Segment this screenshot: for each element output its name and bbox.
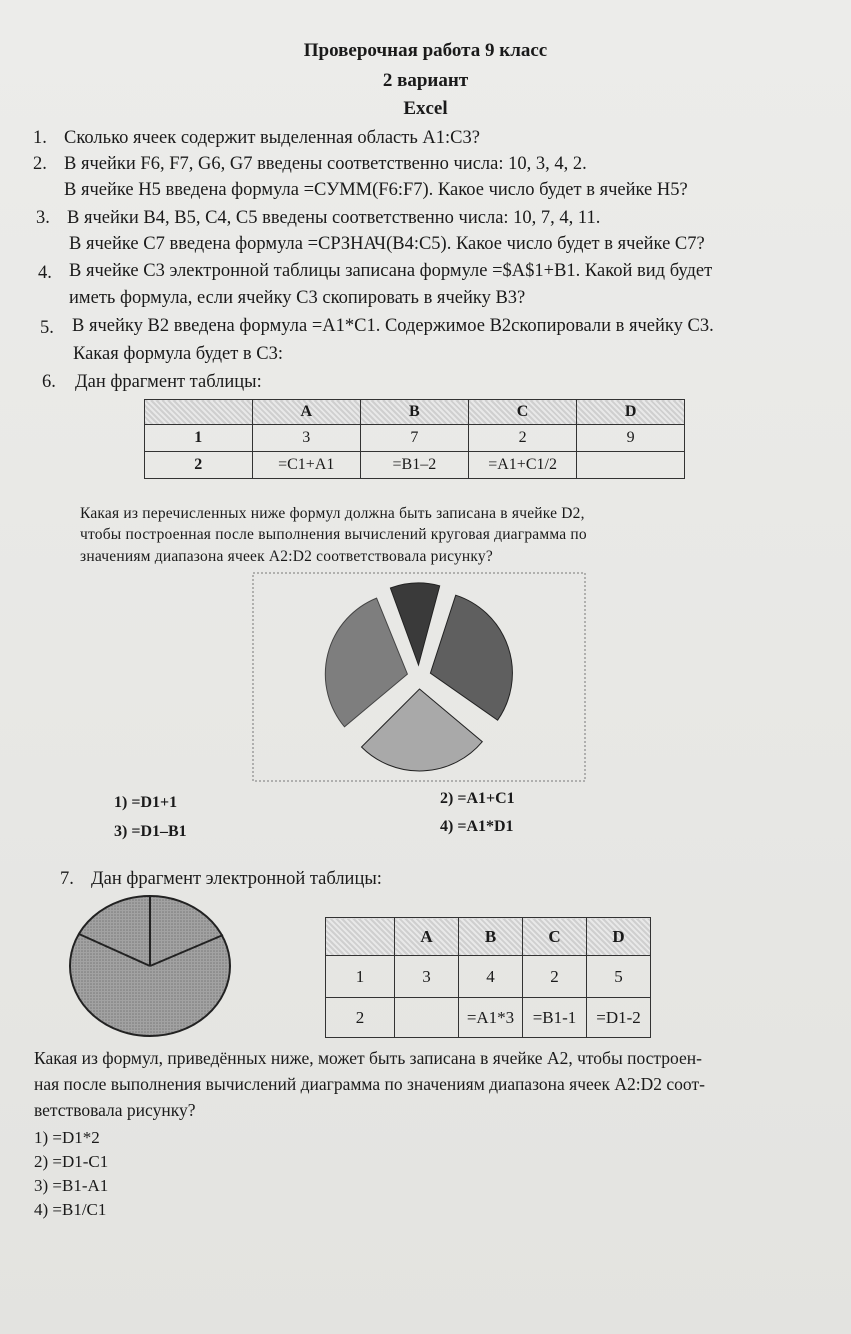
q6-spreadsheet-table bbox=[144, 399, 685, 479]
q7-col-header-b: B bbox=[459, 918, 523, 956]
q6-option-3: 3) =D1–B1 bbox=[114, 823, 187, 840]
q7-cell-b1: 4 bbox=[459, 956, 523, 998]
q6-row-header-2: 2 bbox=[145, 452, 253, 479]
question-6-number: 6. bbox=[42, 372, 56, 392]
question-5-line-2: Какая формула будет в C3: bbox=[73, 344, 283, 364]
q6-col-header-a: A bbox=[252, 400, 360, 425]
q7-cell-c1: 2 bbox=[523, 956, 587, 998]
q6-corner-cell bbox=[145, 400, 253, 425]
question-7-title: Дан фрагмент электронной таблицы: bbox=[91, 869, 382, 889]
q6-cell-b2: =B1–2 bbox=[360, 452, 468, 479]
q6-text-line-3: значениям диапазона ячеек A2:D2 соответствовала рисунку? bbox=[80, 548, 493, 565]
subject-label: Excel bbox=[403, 98, 448, 119]
q6-cell-b1: 7 bbox=[360, 425, 468, 452]
variant-label: 2 вариант bbox=[382, 70, 469, 91]
q7-cell-c2: =B1-1 bbox=[523, 998, 587, 1038]
q7-text-line-1: Какая из формул, приведённых ниже, может быть записана в ячейке A2, чтобы построен- bbox=[34, 1048, 702, 1068]
question-4-line-1: В ячейке C3 электронной таблицы записана формуле =$A$1+B1. Какой вид будет bbox=[69, 261, 713, 281]
question-4-line-2: иметь формула, если ячейку C3 скопировать в ячейку B3? bbox=[69, 288, 526, 308]
question-5-line-1: В ячейку B2 введена формула =A1*C1. Содержимое B2скопировали в ячейку C3. bbox=[72, 316, 714, 336]
q6-cell-c2: =A1+C1/2 bbox=[468, 452, 576, 479]
q6-text-line-2: чтобы построенная после выполнения вычислений круговая диаграмма по bbox=[80, 526, 587, 543]
q6-pie-slice-left bbox=[362, 689, 483, 771]
question-7-number: 7. bbox=[60, 869, 74, 889]
question-2-line-2: В ячейке H5 введена формула =СУММ(F6:F7). Какое число будет в ячейке H5? bbox=[64, 180, 688, 200]
q7-option-4: 4) =B1/C1 bbox=[34, 1200, 107, 1219]
q7-col-header-c: C bbox=[523, 918, 587, 956]
q7-option-2: 2) =D1-C1 bbox=[34, 1152, 109, 1171]
q7-cell-a1: 3 bbox=[395, 956, 459, 998]
question-2-line-1: В ячейки F6, F7, G6, G7 введены соответственно числа: 10, 3, 4, 2. bbox=[64, 154, 587, 174]
q6-cell-a1: 3 bbox=[252, 425, 360, 452]
question-6-title: Дан фрагмент таблицы: bbox=[75, 372, 262, 392]
q7-option-3: 3) =B1-A1 bbox=[34, 1176, 109, 1195]
q7-cell-a2 bbox=[395, 998, 459, 1038]
q6-option-4: 4) =A1*D1 bbox=[440, 818, 514, 835]
q7-cell-d2: =D1-2 bbox=[587, 998, 651, 1038]
q7-corner-cell bbox=[326, 918, 395, 956]
q6-col-header-b: B bbox=[360, 400, 468, 425]
q6-pie-slice-medium bbox=[430, 595, 512, 720]
question-1-text: Сколько ячеек содержит выделенная область A1:C3? bbox=[64, 128, 480, 148]
q6-option-2: 2) =A1+C1 bbox=[440, 790, 515, 807]
q7-row-header-1: 1 bbox=[326, 956, 395, 998]
question-5-number: 5. bbox=[40, 318, 54, 338]
q6-text-line-1: Какая из перечисленных ниже формул должна быть записана в ячейке D2, bbox=[80, 505, 585, 522]
q6-pie-chart bbox=[252, 572, 586, 782]
q7-col-header-a: A bbox=[395, 918, 459, 956]
q7-spreadsheet-table bbox=[325, 917, 651, 1038]
page-title: Проверочная работа 9 класс bbox=[303, 40, 548, 61]
question-3-number: 3. bbox=[36, 208, 50, 228]
q7-pie-chart bbox=[66, 893, 236, 1043]
q6-cell-d2 bbox=[577, 452, 685, 479]
question-4-number: 4. bbox=[38, 263, 52, 283]
q6-cell-a2: =C1+A1 bbox=[252, 452, 360, 479]
q7-cell-d1: 5 bbox=[587, 956, 651, 998]
q6-pie-slice-light bbox=[325, 598, 407, 727]
question-2-number: 2. bbox=[33, 154, 47, 174]
q7-option-1: 1) =D1*2 bbox=[34, 1128, 100, 1147]
q6-col-header-c: C bbox=[468, 400, 576, 425]
question-3-line-1: В ячейки B4, B5, C4, C5 введены соответственно числа: 10, 7, 4, 11. bbox=[67, 208, 601, 228]
q6-row-header-1: 1 bbox=[145, 425, 253, 452]
q7-cell-b2: =A1*3 bbox=[459, 998, 523, 1038]
q6-cell-d1: 9 bbox=[577, 425, 685, 452]
question-1-number: 1. bbox=[33, 128, 47, 148]
q7-col-header-d: D bbox=[587, 918, 651, 956]
q7-row-header-2: 2 bbox=[326, 998, 395, 1038]
q6-col-header-d: D bbox=[577, 400, 685, 425]
question-3-line-2: В ячейке C7 введена формула =СРЗНАЧ(B4:C5). Какое число будет в ячейке C7? bbox=[69, 234, 705, 254]
q7-text-line-3: ветствовала рисунку? bbox=[34, 1100, 196, 1120]
q6-option-1: 1) =D1+1 bbox=[114, 794, 178, 811]
q6-cell-c1: 2 bbox=[468, 425, 576, 452]
q7-text-line-2: ная после выполнения вычислений диаграмма по значениям диапазона ячеек A2:D2 соот- bbox=[34, 1074, 705, 1094]
